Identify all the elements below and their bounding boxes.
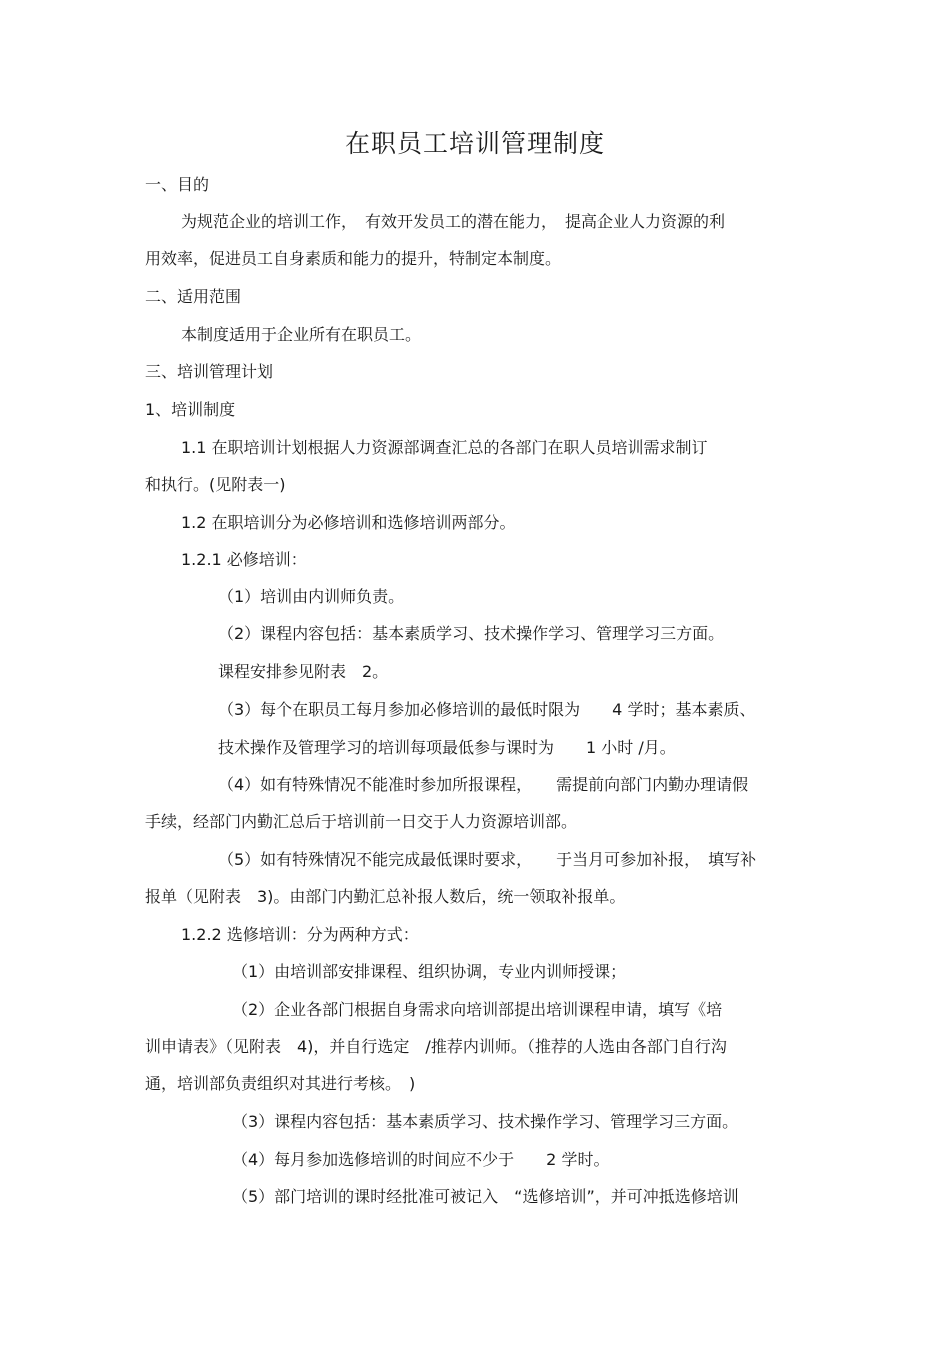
paragraph-line: 1.2 在职培训分为必修培训和选修培训两部分。 — [181, 513, 516, 532]
section-heading-purpose: 一、目的 — [145, 175, 210, 194]
paragraph-line: 为规范企业的培训工作， 有效开发员工的潜在能力， 提高企业人力资源的利 — [181, 212, 726, 231]
paragraph-line: 用效率，促进员工自身素质和能力的提升，特制定本制度。 — [145, 249, 562, 268]
paragraph-line: 本制度适用于企业所有在职员工。 — [181, 325, 422, 344]
section-heading-scope: 二、适用范围 — [145, 287, 242, 306]
list-item: （2）企业各部门根据自身需求向培训部提出培训课程申请，填写《培 — [232, 1000, 723, 1019]
list-item: （4）如有特殊情况不能准时参加所报课程， 需提前向部门内勤办理请假 — [218, 775, 749, 794]
document-title: 在职员工培训管理制度 — [344, 129, 605, 158]
list-item-continuation: 通，培训部负责组织对其进行考核。 ) — [145, 1074, 416, 1093]
list-item: （3）课程内容包括：基本素质学习、技术操作学习、管理学习三方面。 — [232, 1112, 739, 1131]
list-item: （2）课程内容包括：基本素质学习、技术操作学习、管理学习三方面。 — [218, 624, 725, 643]
list-item: （1）由培训部安排课程、组织协调，专业内训师授课； — [232, 962, 627, 981]
subsection-heading: 1.2.2 选修培训：分为两种方式： — [181, 925, 419, 944]
list-item-continuation: 技术操作及管理学习的培训每项最低参与课时为 1 小时 /月。 — [218, 738, 676, 757]
section-heading-plan: 三、培训管理计划 — [145, 362, 274, 381]
subsection-heading: 1.2.1 必修培训： — [181, 550, 307, 569]
list-item-continuation: 报单（见附表 3)。由部门内勤汇总补报人数后，统一领取补报单。 — [145, 887, 626, 906]
list-item: （1）培训由内训师负责。 — [218, 587, 405, 606]
paragraph-line: 1.1 在职培训计划根据人力资源部调查汇总的各部门在职人员培训需求制订 — [181, 438, 708, 457]
list-item: （3）每个在职员工每月参加必修培训的最低时限为 4 学时；基本素质、 — [218, 700, 756, 719]
list-item-continuation: 课程安排参见附表 2。 — [218, 662, 389, 681]
list-item: （4）每月参加选修培训的时间应不少于 2 学时。 — [232, 1150, 610, 1169]
paragraph-line: 和执行。(见附表一) — [145, 475, 286, 494]
list-item-continuation: 手续，经部门内勤汇总后于培训前一日交于人力资源培训部。 — [145, 812, 578, 831]
subsection-heading: 1、培训制度 — [145, 400, 236, 419]
list-item: （5）如有特殊情况不能完成最低课时要求， 于当月可参加补报， 填写补 — [218, 850, 757, 869]
list-item: （5）部门培训的课时经批准可被记入 “选修培训”，并可冲抵选修培训 — [232, 1187, 739, 1206]
list-item-continuation: 训申请表》（见附表 4)，并自行选定 /推荐内训师。（推荐的人选由各部门自行沟 — [145, 1037, 727, 1056]
